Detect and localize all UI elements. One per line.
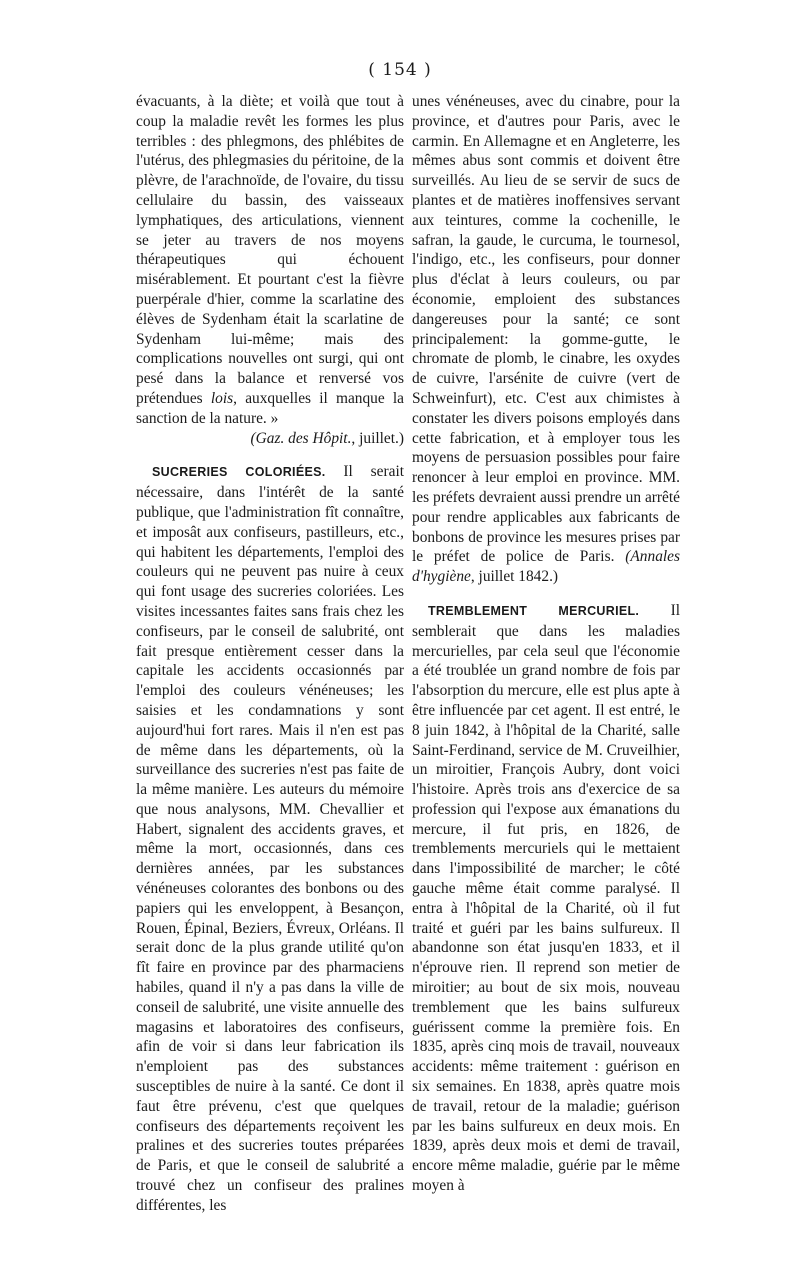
continuation-source [136, 429, 404, 449]
article-tremblement-heading: TREMBLEMENT MERCURIEL. [428, 603, 640, 618]
article-sucreries-text: Il serait nécessaire, dans l'intérêt de la santé publique, que l'administration fît connaître, et imposât aux confiseurs, pastilleurs, etc., qui habitent les départements, l'emploi des couleurs qui ne peuvent pas nuire à ceux qui font usage des sucreries coloriées. Les visites incessantes faites sans frais chez les confiseurs, par le conseil de salubrité, ont fait presque entièrement cesser dans la capitale les accidents occasionnés par l'emploi des couleurs vénéneuses; les saisies et les condamnations y sont aujourd'hui fort rares. Mais il n'en est pas de même dans les départements, où la surveillance des sucreries n'est pas faite de la même manière. Les auteurs du mémoire que nous analysons, MM. Chevallier et Habert, signalent des accidents graves, et même la mort, occasionnés, dans ces dernières années, par les substances vénéneuses colorantes des bonbons ou des papiers qui les enveloppent, à Besançon, Rouen, Épinal, Beziers, Évreux, Orléans. Il serait donc de la plus grande utilité qu'on fît faire en province par des pharmaciens habiles, quand il n'y a pas dans la ville de conseil de salubrité, une visite annuelle des magasins et laboratoires des confiseurs, afin de voir si dans leur fabrication ils n'emploient pas des substances susceptibles de nuire à la santé. Ce dont il faut être prévenu, c'est que quelques confiseurs des départements reçoivent les pralines et des sucreries toutes préparées de Paris, et que le conseil de salubrité a trouvé chez un confiseur des pralines différentes, les [136, 463, 405, 1214]
continuation-paragraph [136, 92, 404, 429]
article-tremblement [412, 601, 680, 1196]
continuation-source-tail: , juillet.) [351, 429, 404, 447]
continuation-text: évacuants, à la diète; et voilà que tout à coup la maladie revêt les formes les plus terribles : des phlegmons, des phlébites de l'utérus, des phlegmasies du péritoine, de la plèvre, de l'arachnoïde, de l'ovaire, du tissu cellulaire du bassin, des vaisseaux lymphatiques, des articulations, viennent se jeter au travers de nos moyens thérapeutiques qui échouent misérablement. Et pourtant c'est la fièvre puerpérale d'hier, comme la scarlatine des élèves de Sydenham était la scarlatine de Sydenham lui-même; mais des complications nouvelles ont surgi, qui ont pesé dans la balance et renversé vos prétendues [136, 93, 404, 407]
left-column [136, 92, 404, 1216]
article-tremblement-text: Il semblerait que dans les maladies mercurielles, par cela seul que l'économie a été troublée un grand nombre de fois par l'absorption du mercure, elle est plus apte à être influencée par cet agent. Il est entré, le 8 juin 1842, à l'hôpital de la Charité, salle Saint-Ferdinand, service de M. Cruveilhier, un miroitier, François Aubry, dont voici l'histoire. Après trois ans d'exercice de sa profession qui l'expose aux émanations du mercure, il fut pris, en 1826, de tremblements mercuriels qui le mettaient dans l'impossibilité de marcher; le côté gauche même était comme paralysé. Il entra à l'hôpital de la Charité, où il fut traité et guéri par les bains sulfureux. Il abandonne son état jusqu'en 1833, et il n'éprouve rien. Il reprend son metier de miroitier; au bout de six mois, nouveau tremblement que les bains sulfureux guérissent comme la première fois. En 1835, après cinq mois de travail, nouveaux accidents: même traitement : guérison en six semaines. En 1838, après quatre mois de travail, retour de la maladie; guérison par les bains sulfureux en deux mois. En 1839, après deux mois et demi de travail, encore même maladie, guérie par le même moyen à [412, 601, 680, 1195]
article-sucreries-source-italic: (Annales d'hygiène [412, 548, 680, 586]
article-sucreries-source-tail: , juillet 1842.) [470, 568, 559, 586]
page-number: ( 154 ) [368, 60, 432, 80]
continuation-source-italic: (Gaz. des Hôpit. [250, 429, 352, 447]
article-sucreries-continued [412, 92, 680, 587]
right-column [412, 92, 680, 1196]
article-sucreries-heading: SUCRERIES COLORIÉES. [152, 465, 326, 480]
article-sucreries-continued-text: unes vénéneuses, avec du cinabre, pour la province, et d'autres pour Paris, avec le carmin. En Allemagne et en Angleterre, les mêmes abus sont commis et doivent être surveillés. Au lieu de se servir de sucs de plantes et de matières inoffensives servant aux teintures, comme la cochenille, le safran, la gaude, le curcuma, le tournesol, l'indigo, etc., les confiseurs, pour donner plus d'éclat à leurs couleurs, ou par économie, emploient des substances dangereuses pour la santé; ce sont principalement: la gomme-gutte, le chromate de plomb, le cinabre, les oxydes de cuivre, l'arsénite de cuivre (vert de Schweinfurt), etc. C'est aux chimistes à constater les divers poisons employés dans cette fabrication, et à employer tous les moyens de persuasion possibles pour faire renoncer à leur emploi en province. MM. les préfets devraient aussi prendre un arrêté pour rendre applicables aux fabricants de bonbons de province les mesures prises par le préfet de police de Paris. [412, 93, 680, 566]
continuation-tail: , auxquelles il manque la sanction de la nature. » [136, 389, 404, 427]
continuation-italic-word: lois [210, 389, 234, 407]
article-sucreries [136, 462, 404, 1215]
